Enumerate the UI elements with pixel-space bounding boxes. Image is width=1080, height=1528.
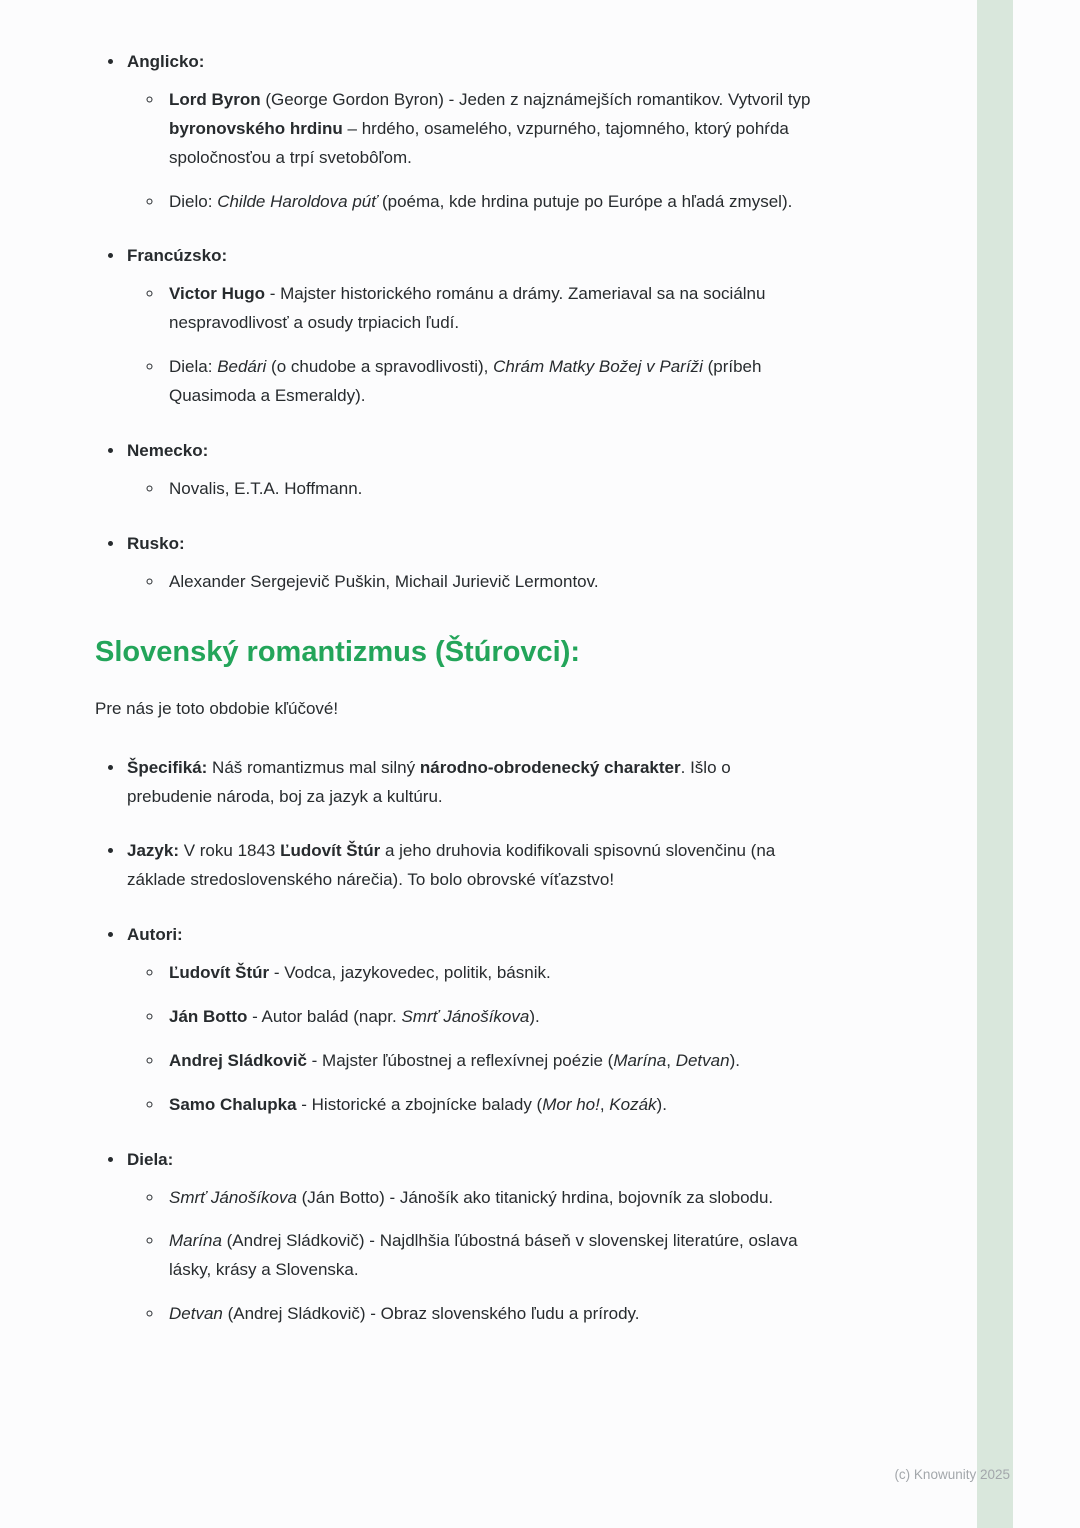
authors-label: • Autori: [127, 925, 183, 945]
works-label: • Diela: [127, 1149, 174, 1169]
country-label: • Francúzsko: [127, 246, 228, 266]
list-item [164, 1227, 820, 1285]
list-item [164, 959, 820, 988]
list-item [164, 475, 820, 504]
country-sublist [127, 280, 820, 411]
slovak-romanticism-list [95, 754, 820, 1329]
country-label: • Anglicko: [127, 52, 205, 71]
country-sublist [127, 568, 820, 597]
rich-text: Novalis, E.T.A. Hoffmann. [169, 478, 363, 498]
page-edge-stripe [977, 0, 1013, 1528]
rich-text: Andrej Sládkovič - Majster ľúbostnej a reflexívnej poézie (Marína, Detvan). [169, 1050, 740, 1070]
works-sublist [127, 1184, 820, 1330]
rich-text: Diela: Bedári (o chudobe a spravodlivosti), Chrám Matky Božej v Paríži (príbeh Quasimoda a Esmeraldy). [169, 357, 762, 406]
country-block-nemecko [125, 437, 820, 504]
authors-sublist [127, 959, 820, 1120]
foreign-romanticism-list [95, 48, 820, 596]
list-item-jazyk [125, 837, 820, 895]
country-label: • Rusko: [127, 533, 185, 553]
country-sublist [127, 86, 820, 217]
authors-block [125, 921, 820, 1119]
list-item [164, 1300, 820, 1329]
rich-text: Samo Chalupka - Historické a zbojnícke balady (Mor ho!, Kozák). [169, 1094, 667, 1114]
intro-text: Pre nás je toto obdobie kľúčové! [95, 698, 339, 718]
rich-text: Smrť Jánošíkova (Ján Botto) - Jánošík ako titanický hrdina, bojovník za slobodu. [169, 1187, 774, 1207]
list-item [164, 280, 820, 338]
rich-text: Marína (Andrej Sládkovič) - Najdlhšia ľúbostná báseň v slovenskej literatúre, oslava lásky, krásy a Slovenska. [169, 1231, 798, 1280]
footer-credit: (c) Knowunity 2025 [894, 1467, 1010, 1482]
notes-content [95, 48, 820, 1355]
list-item [164, 568, 820, 597]
list-item [164, 188, 820, 217]
rich-text: Alexander Sergejevič Puškin, Michail Jurievič Lermontov. [169, 571, 599, 591]
country-block-anglicko [125, 48, 820, 216]
rich-text: Špecifiká: Náš romantizmus mal silný národno-obrodenecký charakter. Išlo o prebudenie národa, boj za jazyk a kultúru. [127, 757, 731, 806]
list-item [164, 1047, 820, 1076]
rich-text: Jazyk: V roku 1843 Ľudovít Štúr a jeho druhovia kodifikovali spisovnú slovenčinu (na základe stredoslovenského nárečia). To bolo obrovské víťazstvo! [127, 841, 776, 890]
list-item-specifika [125, 754, 820, 812]
list-item [164, 1184, 820, 1213]
country-block-francuzsko [125, 242, 820, 410]
rich-text: Ľudovít Štúr - Vodca, jazykovedec, politik, básnik. [169, 963, 551, 983]
works-block [125, 1146, 820, 1329]
list-item [164, 353, 820, 411]
rich-text: Detvan (Andrej Sládkovič) - Obraz slovenského ľudu a prírody. [169, 1304, 640, 1324]
section-heading: Slovenský romantizmus (Štúrovci): [95, 636, 581, 669]
country-block-rusko [125, 530, 820, 597]
list-item [164, 86, 820, 173]
rich-text: Dielo: Childe Haroldova púť (poéma, kde hrdina putuje po Európe a hľadá zmysel). [169, 191, 793, 211]
list-item [164, 1091, 820, 1120]
country-sublist [127, 475, 820, 504]
list-item [164, 1003, 820, 1032]
rich-text: Victor Hugo - Majster historického románu a drámy. Zameriaval sa na sociálnu nespravodlivosť a osudy trpiacich ľudí. [169, 284, 766, 333]
rich-text: Ján Botto - Autor balád (napr. Smrť Jánošíkova). [169, 1006, 540, 1026]
rich-text: Lord Byron (George Gordon Byron) - Jeden z najznámejších romantikov. Vytvoril typ byronovského hrdinu – hrdého, osamelého, vzpurného, tajomného, ktorý pohŕda spoločnosťou a trpí svetobôľom. [169, 89, 811, 167]
country-label: • Nemecko: [127, 440, 209, 460]
